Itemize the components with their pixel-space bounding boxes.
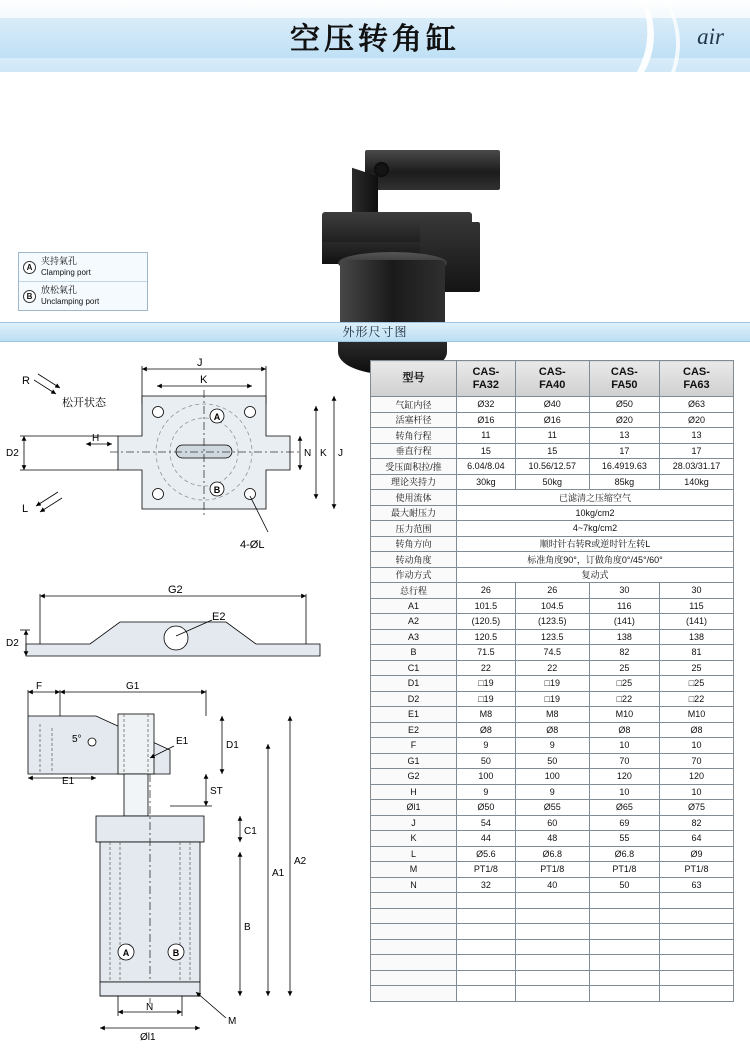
spec-cell: M10 xyxy=(589,707,659,723)
spec-cell-empty xyxy=(515,924,589,940)
spec-cell: 64 xyxy=(659,831,733,847)
legend-mark-b: B xyxy=(23,290,36,303)
spec-cell: 10 xyxy=(589,784,659,800)
page-title: 空压转角缸 xyxy=(290,23,460,56)
svg-text:A2: A2 xyxy=(294,856,307,867)
spec-cell: 40 xyxy=(515,877,589,893)
spec-row-label: J xyxy=(371,815,457,831)
spec-row-label: 理论夹持力 xyxy=(371,474,457,490)
spec-row-label: F xyxy=(371,738,457,754)
svg-text:C1: C1 xyxy=(244,826,257,837)
spec-row-label: 转角行程 xyxy=(371,428,457,444)
legend-item-clamping xyxy=(19,253,147,281)
spec-cell: 15 xyxy=(457,443,516,459)
table-row xyxy=(371,614,734,630)
svg-text:松开状态: 松开状态 xyxy=(62,397,106,409)
spec-cell: PT1/8 xyxy=(457,862,516,878)
table-row xyxy=(371,645,734,661)
table-row xyxy=(371,846,734,862)
table-row xyxy=(371,831,734,847)
spec-cell-empty xyxy=(371,955,457,971)
table-row xyxy=(371,459,734,475)
spec-table-wrapper xyxy=(370,360,734,1002)
legend-label-cn-b: 放松氣孔 xyxy=(41,285,78,295)
spec-cell-empty xyxy=(457,908,516,924)
table-row xyxy=(371,738,734,754)
spec-cell-empty xyxy=(457,924,516,940)
spec-cell: □25 xyxy=(589,676,659,692)
table-row xyxy=(371,552,734,568)
spec-cell-empty xyxy=(457,970,516,986)
spec-row-span-value: 顺时针右转R或逆时针左转L xyxy=(457,536,734,552)
table-row xyxy=(371,722,734,738)
spec-cell: 13 xyxy=(659,428,733,444)
spec-cell: 71.5 xyxy=(457,645,516,661)
spec-cell: 50 xyxy=(589,877,659,893)
spec-row-span-value: 标准角度90°，订做角度0°/45°/60° xyxy=(457,552,734,568)
spec-cell-empty xyxy=(457,939,516,955)
spec-cell-empty xyxy=(457,955,516,971)
spec-cell: 69 xyxy=(589,815,659,831)
table-row xyxy=(371,443,734,459)
svg-text:F: F xyxy=(36,681,43,692)
svg-text:A: A xyxy=(122,948,130,958)
spec-cell: 10 xyxy=(659,738,733,754)
spec-cell-empty xyxy=(515,986,589,1002)
spec-cell: 120 xyxy=(659,769,733,785)
spec-cell: Ø50 xyxy=(457,800,516,816)
spec-row-span-value: 4~7kg/cm2 xyxy=(457,521,734,537)
svg-text:G2: G2 xyxy=(168,584,183,596)
spec-cell: (123.5) xyxy=(515,614,589,630)
spec-cell-empty xyxy=(515,939,589,955)
table-row xyxy=(371,862,734,878)
table-row-empty xyxy=(371,908,734,924)
table-row xyxy=(371,598,734,614)
spec-row-label: G1 xyxy=(371,753,457,769)
svg-text:A: A xyxy=(213,412,221,422)
spec-cell: 116 xyxy=(589,598,659,614)
table-row xyxy=(371,583,734,599)
spec-cell: 26 xyxy=(457,583,516,599)
table-row xyxy=(371,877,734,893)
spec-header-model: 型号 xyxy=(371,361,457,397)
spec-cell: 25 xyxy=(589,660,659,676)
spec-cell: 13 xyxy=(589,428,659,444)
spec-row-label: D2 xyxy=(371,691,457,707)
table-row xyxy=(371,412,734,428)
spec-cell: 9 xyxy=(515,738,589,754)
legend-item-unclamping xyxy=(19,281,147,310)
spec-cell: 32 xyxy=(457,877,516,893)
table-row xyxy=(371,505,734,521)
spec-cell: 10 xyxy=(659,784,733,800)
spec-cell: Ø6.8 xyxy=(515,846,589,862)
svg-text:A1: A1 xyxy=(272,868,285,879)
spec-cell: 81 xyxy=(659,645,733,661)
svg-text:E2: E2 xyxy=(212,611,226,623)
spec-cell: 100 xyxy=(515,769,589,785)
spec-cell: M8 xyxy=(457,707,516,723)
svg-text:E1: E1 xyxy=(176,736,189,747)
spec-row-label: Øl1 xyxy=(371,800,457,816)
spec-cell: 70 xyxy=(659,753,733,769)
svg-text:J: J xyxy=(197,357,203,369)
spec-cell: Ø20 xyxy=(659,412,733,428)
spec-cell: □19 xyxy=(515,691,589,707)
spec-cell-empty xyxy=(371,939,457,955)
spec-cell: Ø9 xyxy=(659,846,733,862)
spec-cell: 9 xyxy=(457,784,516,800)
spec-cell: Ø65 xyxy=(589,800,659,816)
brand-label: air xyxy=(697,24,724,49)
spec-cell: 60 xyxy=(515,815,589,831)
table-row xyxy=(371,707,734,723)
spec-cell: PT1/8 xyxy=(589,862,659,878)
svg-text:K: K xyxy=(200,374,208,386)
svg-text:N: N xyxy=(146,1002,154,1013)
spec-cell: □25 xyxy=(659,676,733,692)
spec-cell: 138 xyxy=(589,629,659,645)
svg-text:4-ØL: 4-ØL xyxy=(240,539,265,551)
spec-cell: 138 xyxy=(659,629,733,645)
spec-cell: □22 xyxy=(589,691,659,707)
table-row xyxy=(371,769,734,785)
spec-cell: 50kg xyxy=(515,474,589,490)
table-row xyxy=(371,397,734,413)
spec-cell: Ø63 xyxy=(659,397,733,413)
table-row-empty xyxy=(371,893,734,909)
spec-cell: □22 xyxy=(659,691,733,707)
spec-cell: 74.5 xyxy=(515,645,589,661)
spec-row-label: M xyxy=(371,862,457,878)
spec-cell: 44 xyxy=(457,831,516,847)
spec-cell: 9 xyxy=(457,738,516,754)
spec-cell: (141) xyxy=(589,614,659,630)
spec-row-label: N xyxy=(371,877,457,893)
spec-cell: 54 xyxy=(457,815,516,831)
spec-cell-empty xyxy=(457,986,516,1002)
spec-row-span-value: 复动式 xyxy=(457,567,734,583)
spec-cell: 120 xyxy=(589,769,659,785)
spec-row-label: G2 xyxy=(371,769,457,785)
spec-cell-empty xyxy=(589,970,659,986)
spec-row-label: 垂直行程 xyxy=(371,443,457,459)
technical-drawings xyxy=(0,344,368,1044)
table-row-empty xyxy=(371,939,734,955)
legend-mark-a: A xyxy=(23,261,36,274)
spec-cell: 50 xyxy=(457,753,516,769)
spec-cell: Ø32 xyxy=(457,397,516,413)
spec-row-label: 转角方向 xyxy=(371,536,457,552)
svg-text:G1: G1 xyxy=(126,681,140,692)
spec-row-label: A2 xyxy=(371,614,457,630)
spec-header-cas-fa63: CAS- FA63 xyxy=(659,361,733,397)
spec-cell: 63 xyxy=(659,877,733,893)
spec-cell: 22 xyxy=(457,660,516,676)
svg-text:5°: 5° xyxy=(72,734,82,745)
svg-text:D2: D2 xyxy=(6,448,19,459)
spec-row-label: E2 xyxy=(371,722,457,738)
spec-cell-empty xyxy=(659,893,733,909)
spec-cell: Ø40 xyxy=(515,397,589,413)
spec-row-label: 活塞杆径 xyxy=(371,412,457,428)
spec-row-label: E1 xyxy=(371,707,457,723)
table-row-empty xyxy=(371,955,734,971)
spec-cell: 22 xyxy=(515,660,589,676)
spec-cell: Ø8 xyxy=(659,722,733,738)
spec-cell: 50 xyxy=(515,753,589,769)
spec-cell: PT1/8 xyxy=(515,862,589,878)
table-row xyxy=(371,753,734,769)
spec-cell: 11 xyxy=(515,428,589,444)
spec-row-label: 总行程 xyxy=(371,583,457,599)
page-footer xyxy=(0,1055,750,1062)
spec-row-label: H xyxy=(371,784,457,800)
spec-cell-empty xyxy=(589,924,659,940)
spec-cell: 55 xyxy=(589,831,659,847)
spec-cell: Ø20 xyxy=(589,412,659,428)
drawings-svg xyxy=(0,344,368,1044)
spec-row-label: 最大耐压力 xyxy=(371,505,457,521)
spec-cell: 17 xyxy=(589,443,659,459)
spec-cell-empty xyxy=(371,893,457,909)
table-row xyxy=(371,536,734,552)
spec-cell: □19 xyxy=(457,691,516,707)
table-row xyxy=(371,521,734,537)
spec-table xyxy=(370,360,734,1002)
product-arm xyxy=(365,150,500,190)
spec-cell: Ø5.6 xyxy=(457,846,516,862)
spec-cell-empty xyxy=(515,970,589,986)
spec-cell: PT1/8 xyxy=(659,862,733,878)
spec-row-label: D1 xyxy=(371,676,457,692)
table-row xyxy=(371,428,734,444)
table-row xyxy=(371,676,734,692)
spec-cell: 30kg xyxy=(457,474,516,490)
svg-text:ST: ST xyxy=(210,786,223,797)
spec-cell: 28.03/31.17 xyxy=(659,459,733,475)
spec-cell-empty xyxy=(659,908,733,924)
spec-cell-empty xyxy=(659,955,733,971)
spec-cell: □19 xyxy=(515,676,589,692)
spec-cell: 10 xyxy=(589,738,659,754)
svg-text:B: B xyxy=(213,485,221,495)
spec-cell: 17 xyxy=(659,443,733,459)
svg-text:H: H xyxy=(92,433,100,444)
spec-cell: 16.4919.63 xyxy=(589,459,659,475)
spec-cell-empty xyxy=(371,986,457,1002)
spec-cell: 30 xyxy=(589,583,659,599)
svg-text:E1: E1 xyxy=(62,776,75,787)
spec-cell: 104.5 xyxy=(515,598,589,614)
spec-header-cas-fa40: CAS- FA40 xyxy=(515,361,589,397)
svg-text:B: B xyxy=(244,922,251,933)
spec-cell-empty xyxy=(659,924,733,940)
spec-cell: 10.56/12.57 xyxy=(515,459,589,475)
spec-cell: (141) xyxy=(659,614,733,630)
spec-cell: 85kg xyxy=(589,474,659,490)
table-row-empty xyxy=(371,986,734,1002)
spec-cell-empty xyxy=(659,986,733,1002)
svg-text:B: B xyxy=(172,948,180,958)
spec-cell: Ø16 xyxy=(515,412,589,428)
spec-cell-empty xyxy=(659,970,733,986)
table-row xyxy=(371,474,734,490)
spec-cell-empty xyxy=(589,955,659,971)
spec-cell-empty xyxy=(371,908,457,924)
spec-cell: 82 xyxy=(589,645,659,661)
spec-table-header-row xyxy=(371,361,734,397)
spec-cell: Ø8 xyxy=(515,722,589,738)
svg-text:Øl1: Øl1 xyxy=(140,1032,156,1043)
port-legend xyxy=(18,252,148,311)
spec-row-span-value: 10kg/cm2 xyxy=(457,505,734,521)
spec-cell: Ø6.8 xyxy=(589,846,659,862)
spec-cell: Ø50 xyxy=(589,397,659,413)
table-row xyxy=(371,629,734,645)
spec-row-label: L xyxy=(371,846,457,862)
spec-cell: Ø16 xyxy=(457,412,516,428)
spec-cell: 6.04/8.04 xyxy=(457,459,516,475)
spec-cell: 25 xyxy=(659,660,733,676)
table-row xyxy=(371,490,734,506)
table-row-empty xyxy=(371,970,734,986)
spec-row-label: 压力范围 xyxy=(371,521,457,537)
spec-row-label: B xyxy=(371,645,457,661)
page-header xyxy=(0,0,750,72)
spec-cell-empty xyxy=(515,908,589,924)
spec-row-label: K xyxy=(371,831,457,847)
spec-cell-empty xyxy=(659,939,733,955)
spec-header-cas-fa32: CAS- FA32 xyxy=(457,361,516,397)
spec-cell-empty xyxy=(371,924,457,940)
table-row xyxy=(371,784,734,800)
spec-cell: 30 xyxy=(659,583,733,599)
table-row xyxy=(371,567,734,583)
spec-cell: 123.5 xyxy=(515,629,589,645)
legend-label-cn-a: 夹持氣孔 xyxy=(41,256,78,266)
spec-cell: M10 xyxy=(659,707,733,723)
spec-cell: 120.5 xyxy=(457,629,516,645)
spec-row-label: A3 xyxy=(371,629,457,645)
spec-cell-empty xyxy=(589,908,659,924)
spec-cell: 26 xyxy=(515,583,589,599)
spec-cell-empty xyxy=(515,893,589,909)
spec-row-span-value: 已滤清之压缩空气 xyxy=(457,490,734,506)
table-row xyxy=(371,660,734,676)
spec-cell: 15 xyxy=(515,443,589,459)
spec-row-label: A1 xyxy=(371,598,457,614)
svg-text:D1: D1 xyxy=(226,740,239,751)
spec-table-body xyxy=(371,397,734,1002)
legend-label-en-a: Clamping port xyxy=(41,268,91,277)
spec-row-label: 气缸内径 xyxy=(371,397,457,413)
spec-row-label: C1 xyxy=(371,660,457,676)
spec-row-label: 受压面积拉/推 xyxy=(371,459,457,475)
spec-cell: 9 xyxy=(515,784,589,800)
svg-text:R: R xyxy=(22,375,30,387)
spec-row-label: 使用流体 xyxy=(371,490,457,506)
spec-cell: Ø75 xyxy=(659,800,733,816)
spec-cell: (120.5) xyxy=(457,614,516,630)
spec-cell: □19 xyxy=(457,676,516,692)
svg-text:J: J xyxy=(338,448,343,459)
spec-cell: 100 xyxy=(457,769,516,785)
spec-row-label: 作动方式 xyxy=(371,567,457,583)
spec-cell-empty xyxy=(515,955,589,971)
table-row-empty xyxy=(371,924,734,940)
spec-cell-empty xyxy=(589,986,659,1002)
spec-row-label: 转动角度 xyxy=(371,552,457,568)
spec-cell-empty xyxy=(589,893,659,909)
table-row xyxy=(371,800,734,816)
spec-cell: 140kg xyxy=(659,474,733,490)
spec-cell: 82 xyxy=(659,815,733,831)
spec-cell: 70 xyxy=(589,753,659,769)
spec-cell-empty xyxy=(457,893,516,909)
spec-cell: Ø8 xyxy=(457,722,516,738)
table-row xyxy=(371,815,734,831)
spec-cell: Ø8 xyxy=(589,722,659,738)
svg-text:M: M xyxy=(228,1016,237,1027)
table-row xyxy=(371,691,734,707)
legend-label-en-b: Unclamping port xyxy=(41,297,100,306)
spec-cell-empty xyxy=(589,939,659,955)
svg-text:L: L xyxy=(22,503,29,515)
spec-cell: M8 xyxy=(515,707,589,723)
svg-text:D2: D2 xyxy=(6,638,19,649)
svg-text:N: N xyxy=(304,448,312,459)
section-bar-dimensions: 外形尺寸图 xyxy=(0,322,750,342)
spec-cell: 115 xyxy=(659,598,733,614)
spec-header-cas-fa50: CAS- FA50 xyxy=(589,361,659,397)
spec-cell: 11 xyxy=(457,428,516,444)
svg-text:K: K xyxy=(320,448,327,459)
spec-cell: 48 xyxy=(515,831,589,847)
spec-cell: 101.5 xyxy=(457,598,516,614)
spec-cell-empty xyxy=(371,970,457,986)
spec-cell: Ø55 xyxy=(515,800,589,816)
